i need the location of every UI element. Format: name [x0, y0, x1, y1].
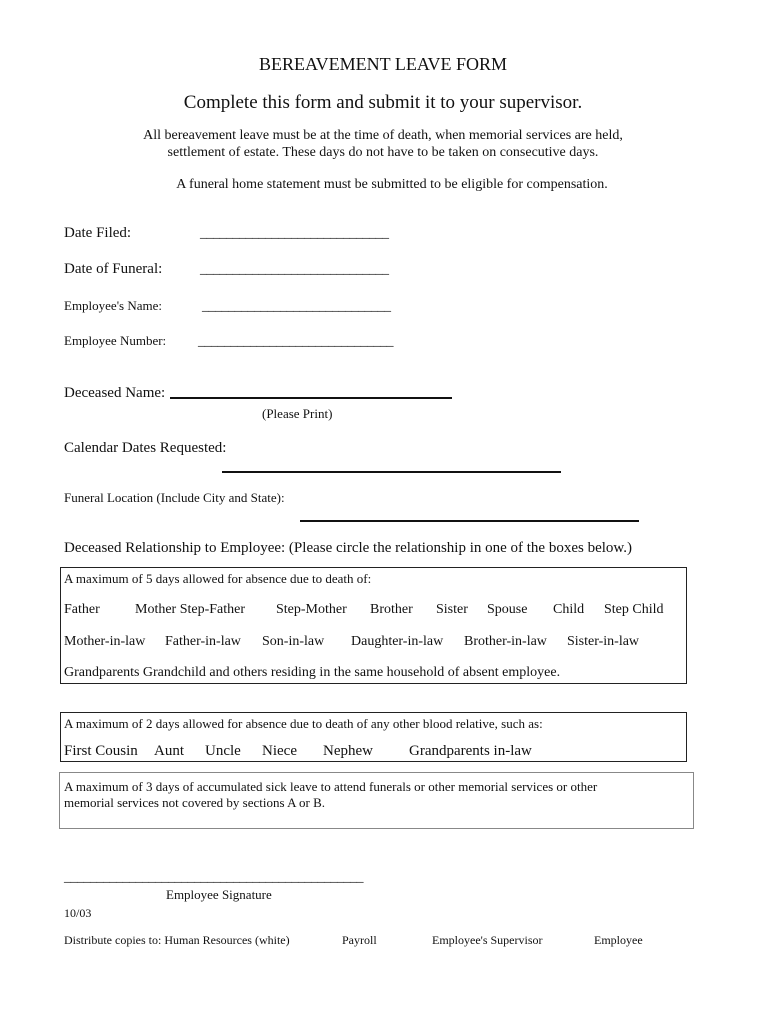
relationship-prompt: Deceased Relationship to Employee: (Please circle the relationship in one of the boxes below.)	[64, 540, 633, 556]
option-child[interactable]: Child	[553, 602, 585, 617]
funeral-location-field[interactable]	[300, 520, 639, 522]
option-grandparents-grandchild-household[interactable]: Grandparents Grandchild and others residing in the same household of absent employee.	[64, 665, 561, 680]
option-father-in-law[interactable]: Father-in-law	[165, 634, 241, 649]
funeral-note: A funeral home statement must be submitted to be eligible for compensation.	[176, 177, 608, 192]
copy-supervisor: Employee's Supervisor	[432, 933, 543, 947]
relationship-box-b	[60, 712, 687, 762]
option-uncle[interactable]: Uncle	[205, 743, 241, 759]
relationship-box-c	[59, 772, 694, 829]
employee-number-label: Employee Number:	[64, 333, 167, 348]
employee-signature-label: Employee Signature	[166, 887, 272, 902]
deceased-name-field[interactable]	[170, 397, 452, 399]
date-filed-field[interactable]: _____________________________	[200, 226, 389, 241]
employee-number-field[interactable]: ______________________________	[198, 334, 393, 349]
option-mother-in-law[interactable]: Mother-in-law	[64, 634, 146, 649]
box-a-heading: A maximum of 5 days allowed for absence due to death of:	[64, 571, 372, 586]
option-nephew[interactable]: Nephew	[323, 743, 373, 759]
option-niece[interactable]: Niece	[262, 743, 297, 759]
employee-name-field[interactable]: _____________________________	[202, 299, 391, 314]
deceased-name-label: Deceased Name:	[64, 385, 166, 401]
calendar-dates-field[interactable]	[222, 471, 561, 473]
option-spouse[interactable]: Spouse	[487, 602, 528, 617]
revision-date: 10/03	[64, 906, 92, 920]
date-of-funeral-field[interactable]: _____________________________	[200, 262, 389, 277]
option-sister[interactable]: Sister	[436, 602, 468, 617]
distribute-copies-text: Distribute copies to: Human Resources (white)	[64, 933, 290, 947]
employee-signature-field[interactable]: ______________________________________________	[64, 870, 363, 885]
employee-name-label: Employee's Name:	[64, 298, 163, 313]
date-filed-label: Date Filed:	[64, 225, 132, 241]
option-father[interactable]: Father	[64, 602, 100, 617]
please-print-hint: (Please Print)	[262, 406, 333, 421]
box-c-line-1: A maximum of 3 days of accumulated sick leave to attend funerals or other memorial services or other	[64, 779, 598, 794]
option-step-mother[interactable]: Step-Mother	[276, 602, 347, 617]
calendar-dates-label: Calendar Dates Requested:	[64, 440, 227, 456]
copy-employee: Employee	[594, 933, 643, 947]
option-brother[interactable]: Brother	[370, 602, 413, 617]
form-subtitle: Complete this form and submit it to your supervisor.	[183, 92, 583, 113]
copy-payroll: Payroll	[342, 933, 377, 947]
box-c-line-2: memorial services not covered by sections A or B.	[64, 795, 326, 810]
intro-line-2: settlement of estate. These days do not have to be taken on consecutive days.	[167, 145, 599, 160]
option-aunt[interactable]: Aunt	[154, 743, 184, 759]
intro-paragraph	[0, 127, 766, 161]
option-mother-step-father[interactable]: Mother Step-Father	[135, 602, 246, 617]
option-grandparents-in-law[interactable]: Grandparents in-law	[409, 743, 532, 759]
option-first-cousin[interactable]: First Cousin	[64, 743, 138, 759]
date-of-funeral-label: Date of Funeral:	[64, 261, 163, 277]
option-son-in-law[interactable]: Son-in-law	[262, 634, 325, 649]
option-sister-in-law[interactable]: Sister-in-law	[567, 634, 640, 649]
relationship-box-a	[60, 567, 687, 684]
option-brother-in-law[interactable]: Brother-in-law	[464, 634, 547, 649]
funeral-location-label: Funeral Location (Include City and State):	[64, 490, 285, 505]
intro-line-1: All bereavement leave must be at the time of death, when memorial services are held,	[143, 128, 623, 143]
box-b-heading: A maximum of 2 days allowed for absence due to death of any other blood relative, such as:	[64, 716, 543, 731]
option-step-child[interactable]: Step Child	[604, 602, 664, 617]
form-title: BEREAVEMENT LEAVE FORM	[258, 54, 508, 74]
option-daughter-in-law[interactable]: Daughter-in-law	[351, 634, 444, 649]
